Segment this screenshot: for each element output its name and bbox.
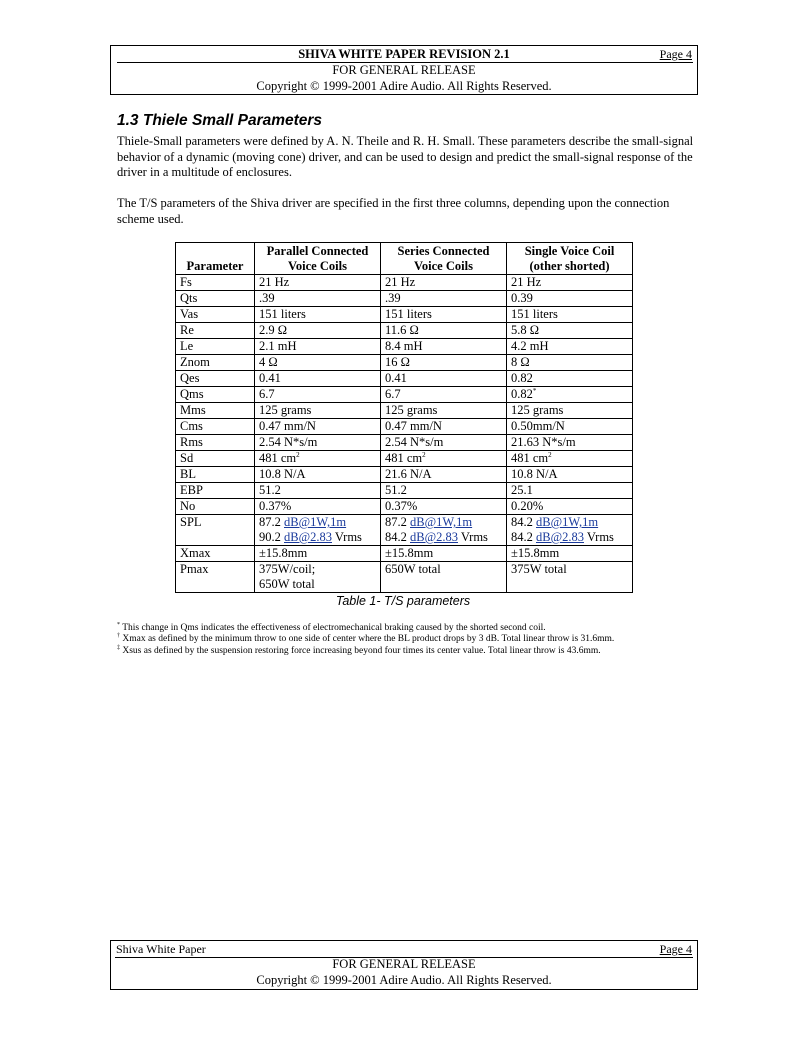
header-top-row — [111, 46, 697, 63]
col-header-parameter: Parameter — [176, 243, 255, 275]
param-name: Cms — [176, 419, 255, 435]
footnote: ‡ Xsus as defined by the suspension restoring force increasing beyond four times its center value. Total linear throw is 43.6mm. — [117, 644, 601, 656]
table-caption: Table 1- T/S parameters — [335, 594, 471, 608]
param-name: Mms — [176, 403, 255, 419]
table-row — [176, 467, 633, 483]
cell-single: 0.82* — [507, 387, 633, 403]
param-name: SPL — [176, 515, 255, 546]
cell-parallel: 2.54 N*s/m — [255, 435, 381, 451]
cell-series: 51.2 — [381, 483, 507, 499]
cell-series: 11.6 Ω — [381, 323, 507, 339]
superscript: 2 — [548, 450, 552, 459]
cell-series: 0.37% — [381, 499, 507, 515]
cell-parallel: 0.37% — [255, 499, 381, 515]
footnote: * This change in Qms indicates the effectiveness of electromechanical braking caused by the shorted second coil. — [117, 621, 546, 633]
table-row — [176, 546, 633, 562]
table-row — [176, 435, 633, 451]
cell-single: 481 $cm^2$ — [507, 451, 633, 467]
cell-parallel: ±15.8mm — [255, 546, 381, 562]
cell-single: 25.1 — [507, 483, 633, 499]
cell-single: 0.82 — [507, 371, 633, 387]
param-name: Fs — [176, 275, 255, 291]
cell-parallel: 10.8 N/A — [255, 467, 381, 483]
cell-parallel: 51.2 — [255, 483, 381, 499]
table-row — [176, 387, 633, 403]
cell-parallel: 2.9 Ω — [255, 323, 381, 339]
table-row — [176, 355, 633, 371]
superscript: 2 — [422, 450, 426, 459]
table-row — [176, 562, 633, 593]
footer-release: FOR GENERAL RELEASE — [332, 957, 476, 971]
cell-parallel: 375W/coil; 650W total — [255, 562, 381, 593]
footer-doc-name: Shiva White Paper — [116, 942, 206, 956]
cell-parallel: 0.41 — [255, 371, 381, 387]
table-row — [176, 403, 633, 419]
param-name: Znom — [176, 355, 255, 371]
param-name: Rms — [176, 435, 255, 451]
spl-link[interactable]: dB@1W,1m — [536, 515, 599, 529]
cell-parallel: 87.2 dB@1W,1m 90.2 dB@2.83 Vrms — [255, 515, 381, 546]
footer-page-number: Page 4 — [659, 942, 692, 956]
param-name: Qts — [176, 291, 255, 307]
cell-single: 84.2 dB@1W,1m 84.2 dB@2.83 Vrms — [507, 515, 633, 546]
cell-parallel: .39 — [255, 291, 381, 307]
param-name: No — [176, 499, 255, 515]
cell-single: 125 grams — [507, 403, 633, 419]
cell-parallel: 151 liters — [255, 307, 381, 323]
param-name: Qes — [176, 371, 255, 387]
param-name: Vas — [176, 307, 255, 323]
table-row — [176, 451, 633, 467]
cell-series: ±15.8mm — [381, 546, 507, 562]
cell-series: 0.41 — [381, 371, 507, 387]
col-header-series: Series Connected Voice Coils — [381, 243, 507, 275]
footer-copyright: Copyright © 1999-2001 Adire Audio. All Rights Reserved. — [256, 973, 552, 987]
table-row — [176, 499, 633, 515]
spl-link[interactable]: dB@1W,1m — [410, 515, 473, 529]
cell-series: 87.2 dB@1W,1m 84.2 dB@2.83 Vrms — [381, 515, 507, 546]
cell-series: 21 Hz — [381, 275, 507, 291]
cell-single: 21 Hz — [507, 275, 633, 291]
cell-series: 125 grams — [381, 403, 507, 419]
param-name: EBP — [176, 483, 255, 499]
cell-series: 151 liters — [381, 307, 507, 323]
table-row — [176, 371, 633, 387]
table-row — [176, 307, 633, 323]
cell-single: 0.50mm/N — [507, 419, 633, 435]
col-header-single: Single Voice Coil (other shorted) — [507, 243, 633, 275]
header-page-number: Page 4 — [659, 47, 692, 61]
footnote: † Xmax as defined by the minimum throw to one side of center where the BL product drops by 3 dB. Total linear throw is 31.6mm. — [117, 632, 615, 644]
header-copyright: Copyright © 1999-2001 Adire Audio. All Rights Reserved. — [256, 79, 552, 93]
cell-single: 375W total — [507, 562, 633, 593]
cell-series: 481 $cm^2$ — [381, 451, 507, 467]
cell-parallel: 2.1 mH — [255, 339, 381, 355]
cell-single: ±15.8mm — [507, 546, 633, 562]
param-name: Re — [176, 323, 255, 339]
header-release: FOR GENERAL RELEASE — [332, 63, 476, 77]
cell-single: 0.20% — [507, 499, 633, 515]
table-row — [176, 291, 633, 307]
cell-single: 8 Ω — [507, 355, 633, 371]
cell-parallel: 21 Hz — [255, 275, 381, 291]
superscript: 2 — [296, 450, 300, 459]
cell-series: 16 Ω — [381, 355, 507, 371]
col-header-parallel: Parallel Connected Voice Coils — [255, 243, 381, 275]
table-row — [176, 323, 633, 339]
spl-link[interactable]: dB@2.83 — [284, 530, 332, 544]
param-name: BL — [176, 467, 255, 483]
intro-paragraph: Thiele-Small parameters were defined by A. N. Theile and R. H. Small. These parameters describe the small-signal behavior of a dynamic (moving cone) driver, and can be used to design and predict the small-signal response of the driver in a multitude of enclosures. — [117, 134, 694, 179]
section-title: 1.3 Thiele Small Parameters — [117, 112, 323, 129]
cell-single: 5.8 Ω — [507, 323, 633, 339]
param-name: Qms — [176, 387, 255, 403]
param-name: Sd — [176, 451, 255, 467]
footnote-mark: * — [532, 386, 537, 395]
cell-series: 650W total — [381, 562, 507, 593]
cell-single: 0.39 — [507, 291, 633, 307]
spl-link[interactable]: dB@2.83 — [536, 530, 584, 544]
table-row — [176, 275, 633, 291]
cell-series: .39 — [381, 291, 507, 307]
cell-series: 21.6 N/A — [381, 467, 507, 483]
cell-single: 10.8 N/A — [507, 467, 633, 483]
table-intro-paragraph: The T/S parameters of the Shiva driver are specified in the first three columns, depending upon the connection scheme used. — [117, 196, 670, 226]
cell-single: 21.63 N*s/m — [507, 435, 633, 451]
cell-parallel: 125 grams — [255, 403, 381, 419]
cell-parallel: 6.7 — [255, 387, 381, 403]
table-row — [176, 419, 633, 435]
cell-single: 4.2 mH — [507, 339, 633, 355]
param-name: Pmax — [176, 562, 255, 593]
table-header-row — [176, 243, 633, 275]
table-row — [176, 515, 633, 546]
spl-link[interactable]: dB@1W,1m — [284, 515, 347, 529]
cell-parallel: 0.47 mm/N — [255, 419, 381, 435]
table-row — [176, 339, 633, 355]
cell-series: 8.4 mH — [381, 339, 507, 355]
param-name: Le — [176, 339, 255, 355]
cell-single: 151 liters — [507, 307, 633, 323]
param-name: Xmax — [176, 546, 255, 562]
page-header — [110, 45, 698, 95]
table-row — [176, 483, 633, 499]
cell-series: 0.47 mm/N — [381, 419, 507, 435]
cell-series: 6.7 — [381, 387, 507, 403]
cell-series: 2.54 N*s/m — [381, 435, 507, 451]
spl-link[interactable]: dB@2.83 — [410, 530, 458, 544]
header-title: SHIVA WHITE PAPER REVISION 2.1 — [298, 47, 510, 61]
page-footer — [110, 940, 698, 990]
cell-parallel: 481 $cm^2$ — [255, 451, 381, 467]
ts-parameters-table — [175, 242, 633, 593]
cell-parallel: 4 Ω — [255, 355, 381, 371]
